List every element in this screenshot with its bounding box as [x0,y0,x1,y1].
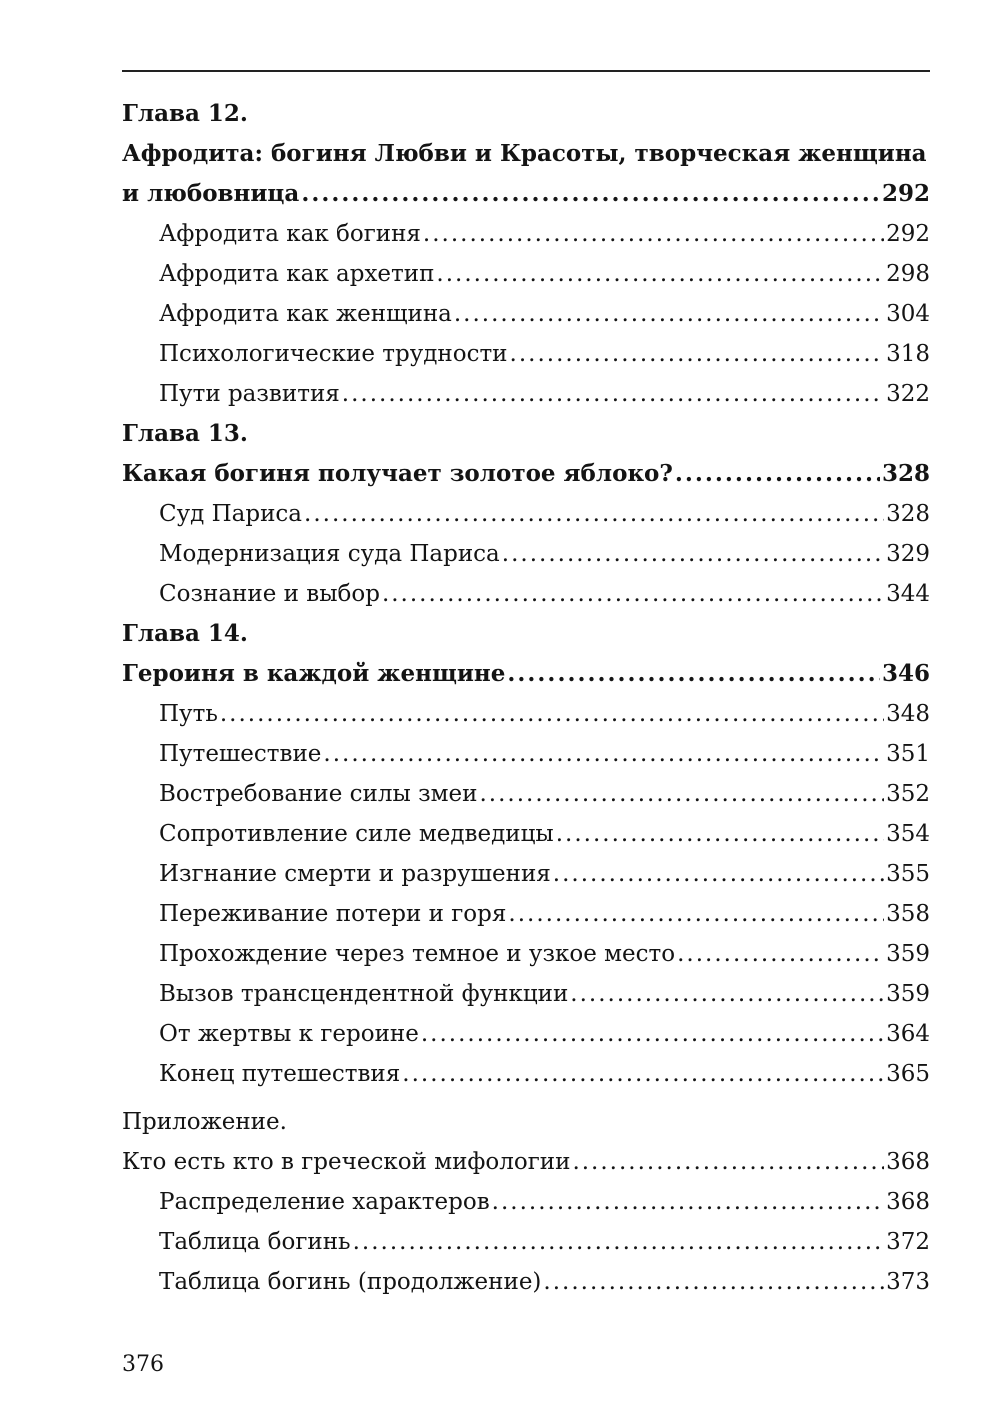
appendix-title: Кто есть кто в греческой мифологии [122,1149,571,1175]
section-title: Афродита как женщина [159,301,452,327]
chapter-13 [122,414,930,614]
section-title: Востребование силы змеи [159,781,478,807]
chapter-title: Какая богиня получает золотое яблоко? [122,460,673,487]
chapter-label: Глава 12. [122,100,248,127]
dot-leader [553,854,884,894]
dot-leader [454,294,884,334]
chapter-label: Глава 13. [122,420,248,447]
section-entry[interactable] [122,1182,930,1222]
section-entry[interactable] [122,694,930,734]
page-number: 372 [886,1229,930,1255]
section-entry[interactable] [122,334,930,374]
page-number: 348 [886,701,930,727]
page-number: 328 [881,460,930,487]
dot-leader [220,694,884,734]
chapter-label: Глава 14. [122,620,248,647]
section-title: Пути развития [159,381,340,407]
section-entry[interactable] [122,574,930,614]
dot-leader [323,734,884,774]
section-title: Сопротивление силе медведицы [159,821,554,847]
section-entry[interactable] [122,374,930,414]
dot-leader [492,1182,884,1222]
section-title: Модернизация суда Париса [159,541,500,567]
dot-leader [543,1262,884,1302]
chapter-title-line: Афродита: богиня Любви и Красоты, творческая женщина [122,140,927,167]
chapter-title: Героиня в каждой женщине [122,660,506,687]
dot-leader [436,254,884,294]
section-title: Суд Париса [159,501,303,527]
appendix [122,1102,930,1302]
chapter-title-entry[interactable] [122,454,930,494]
section-entry[interactable] [122,294,930,334]
page-number: 354 [886,821,930,847]
page-number: 352 [886,781,930,807]
page-number: 359 [886,981,930,1007]
page-number: 298 [886,261,930,287]
page-number: 373 [886,1269,930,1295]
page-folio: 376 [122,1352,164,1377]
page-number: 351 [886,741,930,767]
section-entry[interactable] [122,974,930,1014]
page-number: 368 [886,1149,930,1175]
section-title: Афродита как богиня [159,221,421,247]
dot-leader [342,374,884,414]
chapter-title: и любовница [122,180,300,207]
appendix-title-entry[interactable] [122,1142,930,1182]
page-number: 322 [886,381,930,407]
dot-leader [556,814,884,854]
chapter-title-entry[interactable] [122,654,930,694]
section-title: Переживание потери и горя [159,901,507,927]
section-title: Вызов трансцендентной функции [159,981,569,1007]
section-title: Афродита как архетип [159,261,435,287]
dot-leader [479,774,884,814]
section-title: Путешествие [159,741,322,767]
page-number: 355 [886,861,930,887]
dot-leader [510,334,885,374]
chapter-12 [122,94,930,414]
chapter-title-entry[interactable] [122,174,930,214]
dot-leader [570,974,884,1014]
page-number: 368 [886,1189,930,1215]
section-entry[interactable] [122,534,930,574]
section-title: Конец путешествия [159,1061,401,1087]
dot-leader [402,1054,884,1094]
section-entry[interactable] [122,1262,930,1302]
page-number: 329 [886,541,930,567]
page-number: 292 [881,180,930,207]
section-entry[interactable] [122,494,930,534]
section-entry[interactable] [122,734,930,774]
section-title: Путь [159,701,218,727]
dot-leader [502,534,884,574]
page-number: 292 [886,221,930,247]
chapter-14 [122,614,930,1094]
section-entry[interactable] [122,934,930,974]
page-number: 365 [886,1061,930,1087]
section-title: Таблица богинь [159,1229,351,1255]
page-number: 318 [886,341,930,367]
section-title: Психологические трудности [159,341,508,367]
top-rule [122,70,930,72]
dot-leader [507,654,880,694]
dot-leader [421,1014,884,1054]
section-entry[interactable] [122,214,930,254]
section-entry[interactable] [122,254,930,294]
dot-leader [382,574,884,614]
section-title: Сознание и выбор [159,581,380,607]
section-title: Таблица богинь (продолжение) [159,1269,542,1295]
section-title: Распределение характеров [159,1189,490,1215]
dot-leader [353,1222,885,1262]
table-of-contents [122,94,930,1302]
dot-leader [508,894,884,934]
page-number: 344 [886,581,930,607]
section-entry[interactable] [122,774,930,814]
dot-leader [423,214,884,254]
dot-leader [675,454,880,494]
page-number: 359 [886,941,930,967]
page-number: 364 [886,1021,930,1047]
dot-leader [304,494,884,534]
section-entry[interactable] [122,894,930,934]
section-entry[interactable] [122,854,930,894]
section-title: От жертвы к героине [159,1021,419,1047]
section-entry[interactable] [122,1222,930,1262]
section-entry[interactable] [122,1014,930,1054]
section-title: Изгнание смерти и разрушения [159,861,551,887]
section-title: Прохождение через темное и узкое место [159,941,676,967]
page-number: 358 [886,901,930,927]
page-number: 346 [881,660,930,687]
section-entry[interactable] [122,814,930,854]
section-entry[interactable] [122,1054,930,1094]
dot-leader [677,934,884,974]
page-number: 328 [886,501,930,527]
dot-leader [301,174,880,214]
appendix-label: Приложение. [122,1109,287,1135]
dot-leader [572,1142,884,1182]
page-number: 304 [886,301,930,327]
